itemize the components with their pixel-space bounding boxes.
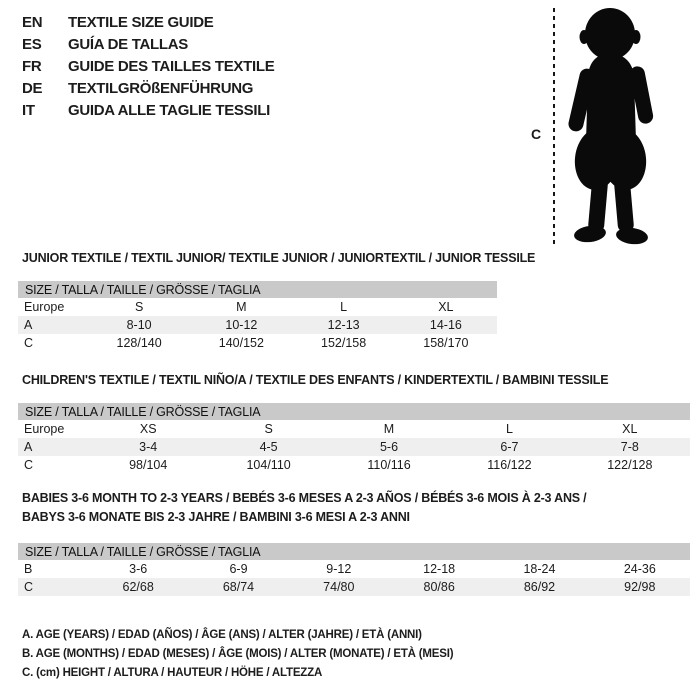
guide-title: GUÍA DE TALLAS xyxy=(68,35,188,53)
junior-size-table xyxy=(18,281,497,352)
height-cell: 86/92 xyxy=(523,580,556,594)
age-cell: 6-9 xyxy=(229,562,248,576)
legend-age-years: A. AGE (YEARS) / EDAD (AÑOS) / ÂGE (ANS) / ALTER (JAHRE) / ETÀ (ANNI) xyxy=(22,629,422,641)
age-cell: 3-6 xyxy=(129,562,148,576)
guide-title: TEXTILE SIZE GUIDE xyxy=(68,13,214,31)
language-code: EN xyxy=(22,13,43,31)
table-row-height xyxy=(18,456,690,474)
height-cell: 74/80 xyxy=(323,580,355,594)
table-row-age xyxy=(18,438,690,456)
height-cell: 98/104 xyxy=(129,458,168,472)
size-cell: XS xyxy=(139,422,157,436)
height-cell: 152/158 xyxy=(321,336,367,350)
height-cell: 68/74 xyxy=(222,580,255,594)
row-label: C xyxy=(24,336,34,350)
row-label: Europe xyxy=(24,422,65,436)
height-cell: 104/110 xyxy=(246,458,291,472)
measure-legend xyxy=(22,626,453,683)
height-cell: 158/170 xyxy=(423,336,469,350)
size-cell: L xyxy=(505,422,513,436)
measure-label-c: C xyxy=(531,126,542,142)
table-row-age-months xyxy=(18,560,690,578)
guide-title: GUIDA ALLE TAGLIE TESSILI xyxy=(68,101,270,119)
age-cell: 12-18 xyxy=(423,562,456,576)
height-cell: 80/86 xyxy=(423,580,455,594)
age-cell: 5-6 xyxy=(379,440,399,454)
language-code: IT xyxy=(22,101,35,119)
age-cell: 10-12 xyxy=(225,318,258,332)
row-label: C xyxy=(24,580,34,594)
babies-size-table xyxy=(18,543,690,596)
section-title-babies xyxy=(22,489,586,527)
size-table-header: SIZE / TALLA / TAILLE / GRÖSSE / TAGLIA xyxy=(18,403,690,420)
age-cell: 4-5 xyxy=(259,440,278,454)
guide-title: TEXTILGRÖßENFÜHRUNG xyxy=(68,79,254,97)
section-title-children: CHILDREN'S TEXTILE / TEXTIL NIÑO/A / TEXTILE DES ENFANTS / KINDERTEXTIL / BAMBINI TESSILE xyxy=(22,373,609,387)
section-title-line1: BABIES 3-6 MONTH TO 2-3 YEARS / BEBÉS 3-6 MESES A 2-3 AÑOS / BÉBÉS 3-6 MOIS À 2-3 ANS / xyxy=(22,491,587,505)
children-size-table xyxy=(18,403,690,474)
age-cell: 3-4 xyxy=(139,440,158,454)
language-row xyxy=(22,55,274,77)
height-cell: 122/128 xyxy=(607,458,653,472)
age-cell: 24-36 xyxy=(623,562,656,576)
age-cell: 12-13 xyxy=(327,318,360,332)
size-cell: L xyxy=(340,300,348,314)
height-measure-line xyxy=(553,8,555,245)
height-cell: 116/122 xyxy=(487,458,532,472)
age-cell: 6-7 xyxy=(500,440,519,454)
legend-height-cm: C. (cm) HEIGHT / ALTURA / HAUTEUR / HÖHE / ALTEZZA xyxy=(22,667,323,679)
language-code: ES xyxy=(22,35,42,53)
language-row xyxy=(22,99,274,121)
age-cell: 9-12 xyxy=(326,562,352,576)
language-code: FR xyxy=(22,57,42,75)
guide-title: GUIDE DES TAILLES TEXTILE xyxy=(68,57,275,75)
language-row xyxy=(22,11,274,33)
age-cell: 18-24 xyxy=(523,562,556,576)
row-label: A xyxy=(24,440,33,454)
language-code: DE xyxy=(22,79,43,97)
height-cell: 92/98 xyxy=(624,580,656,594)
section-title-line2: BABYS 3-6 MONATE BIS 2-3 JAHRE / BAMBINI 3-6 MESI A 2-3 ANNI xyxy=(22,510,410,524)
language-row xyxy=(22,33,274,55)
age-cell: 8-10 xyxy=(126,318,152,332)
height-cell: 128/140 xyxy=(116,336,162,350)
row-label: B xyxy=(24,562,33,576)
size-cell: M xyxy=(383,422,395,436)
size-cell: XL xyxy=(622,422,638,436)
language-row xyxy=(22,77,274,99)
age-cell: 7-8 xyxy=(620,440,639,454)
row-label: Europe xyxy=(24,300,65,314)
language-list xyxy=(22,11,274,121)
height-cell: 62/68 xyxy=(122,580,154,594)
size-table-header: SIZE / TALLA / TAILLE / GRÖSSE / TAGLIA xyxy=(18,543,690,560)
toddler-silhouette-icon xyxy=(563,6,663,246)
table-row-height xyxy=(18,334,497,352)
age-cell: 14-16 xyxy=(429,318,462,332)
size-table-header: SIZE / TALLA / TAILLE / GRÖSSE / TAGLIA xyxy=(18,281,497,298)
legend-age-months: B. AGE (MONTHS) / EDAD (MESES) / ÂGE (MOIS) / ALTER (MONATE) / ETÀ (MESI) xyxy=(22,648,454,660)
table-row-europe xyxy=(18,420,690,438)
height-cell: 140/152 xyxy=(218,336,264,350)
size-cell: S xyxy=(134,300,144,314)
table-row-height xyxy=(18,578,690,596)
row-label: C xyxy=(24,458,34,472)
size-cell: XL xyxy=(438,300,454,314)
height-cell: 110/116 xyxy=(367,458,411,472)
table-row-europe xyxy=(18,298,497,316)
row-label: A xyxy=(24,318,33,332)
table-row-age xyxy=(18,316,497,334)
size-cell: M xyxy=(236,300,247,314)
section-title-junior: JUNIOR TEXTILE / TEXTIL JUNIOR/ TEXTILE JUNIOR / JUNIORTEXTIL / JUNIOR TESSILE xyxy=(22,251,536,265)
size-cell: S xyxy=(264,422,273,436)
